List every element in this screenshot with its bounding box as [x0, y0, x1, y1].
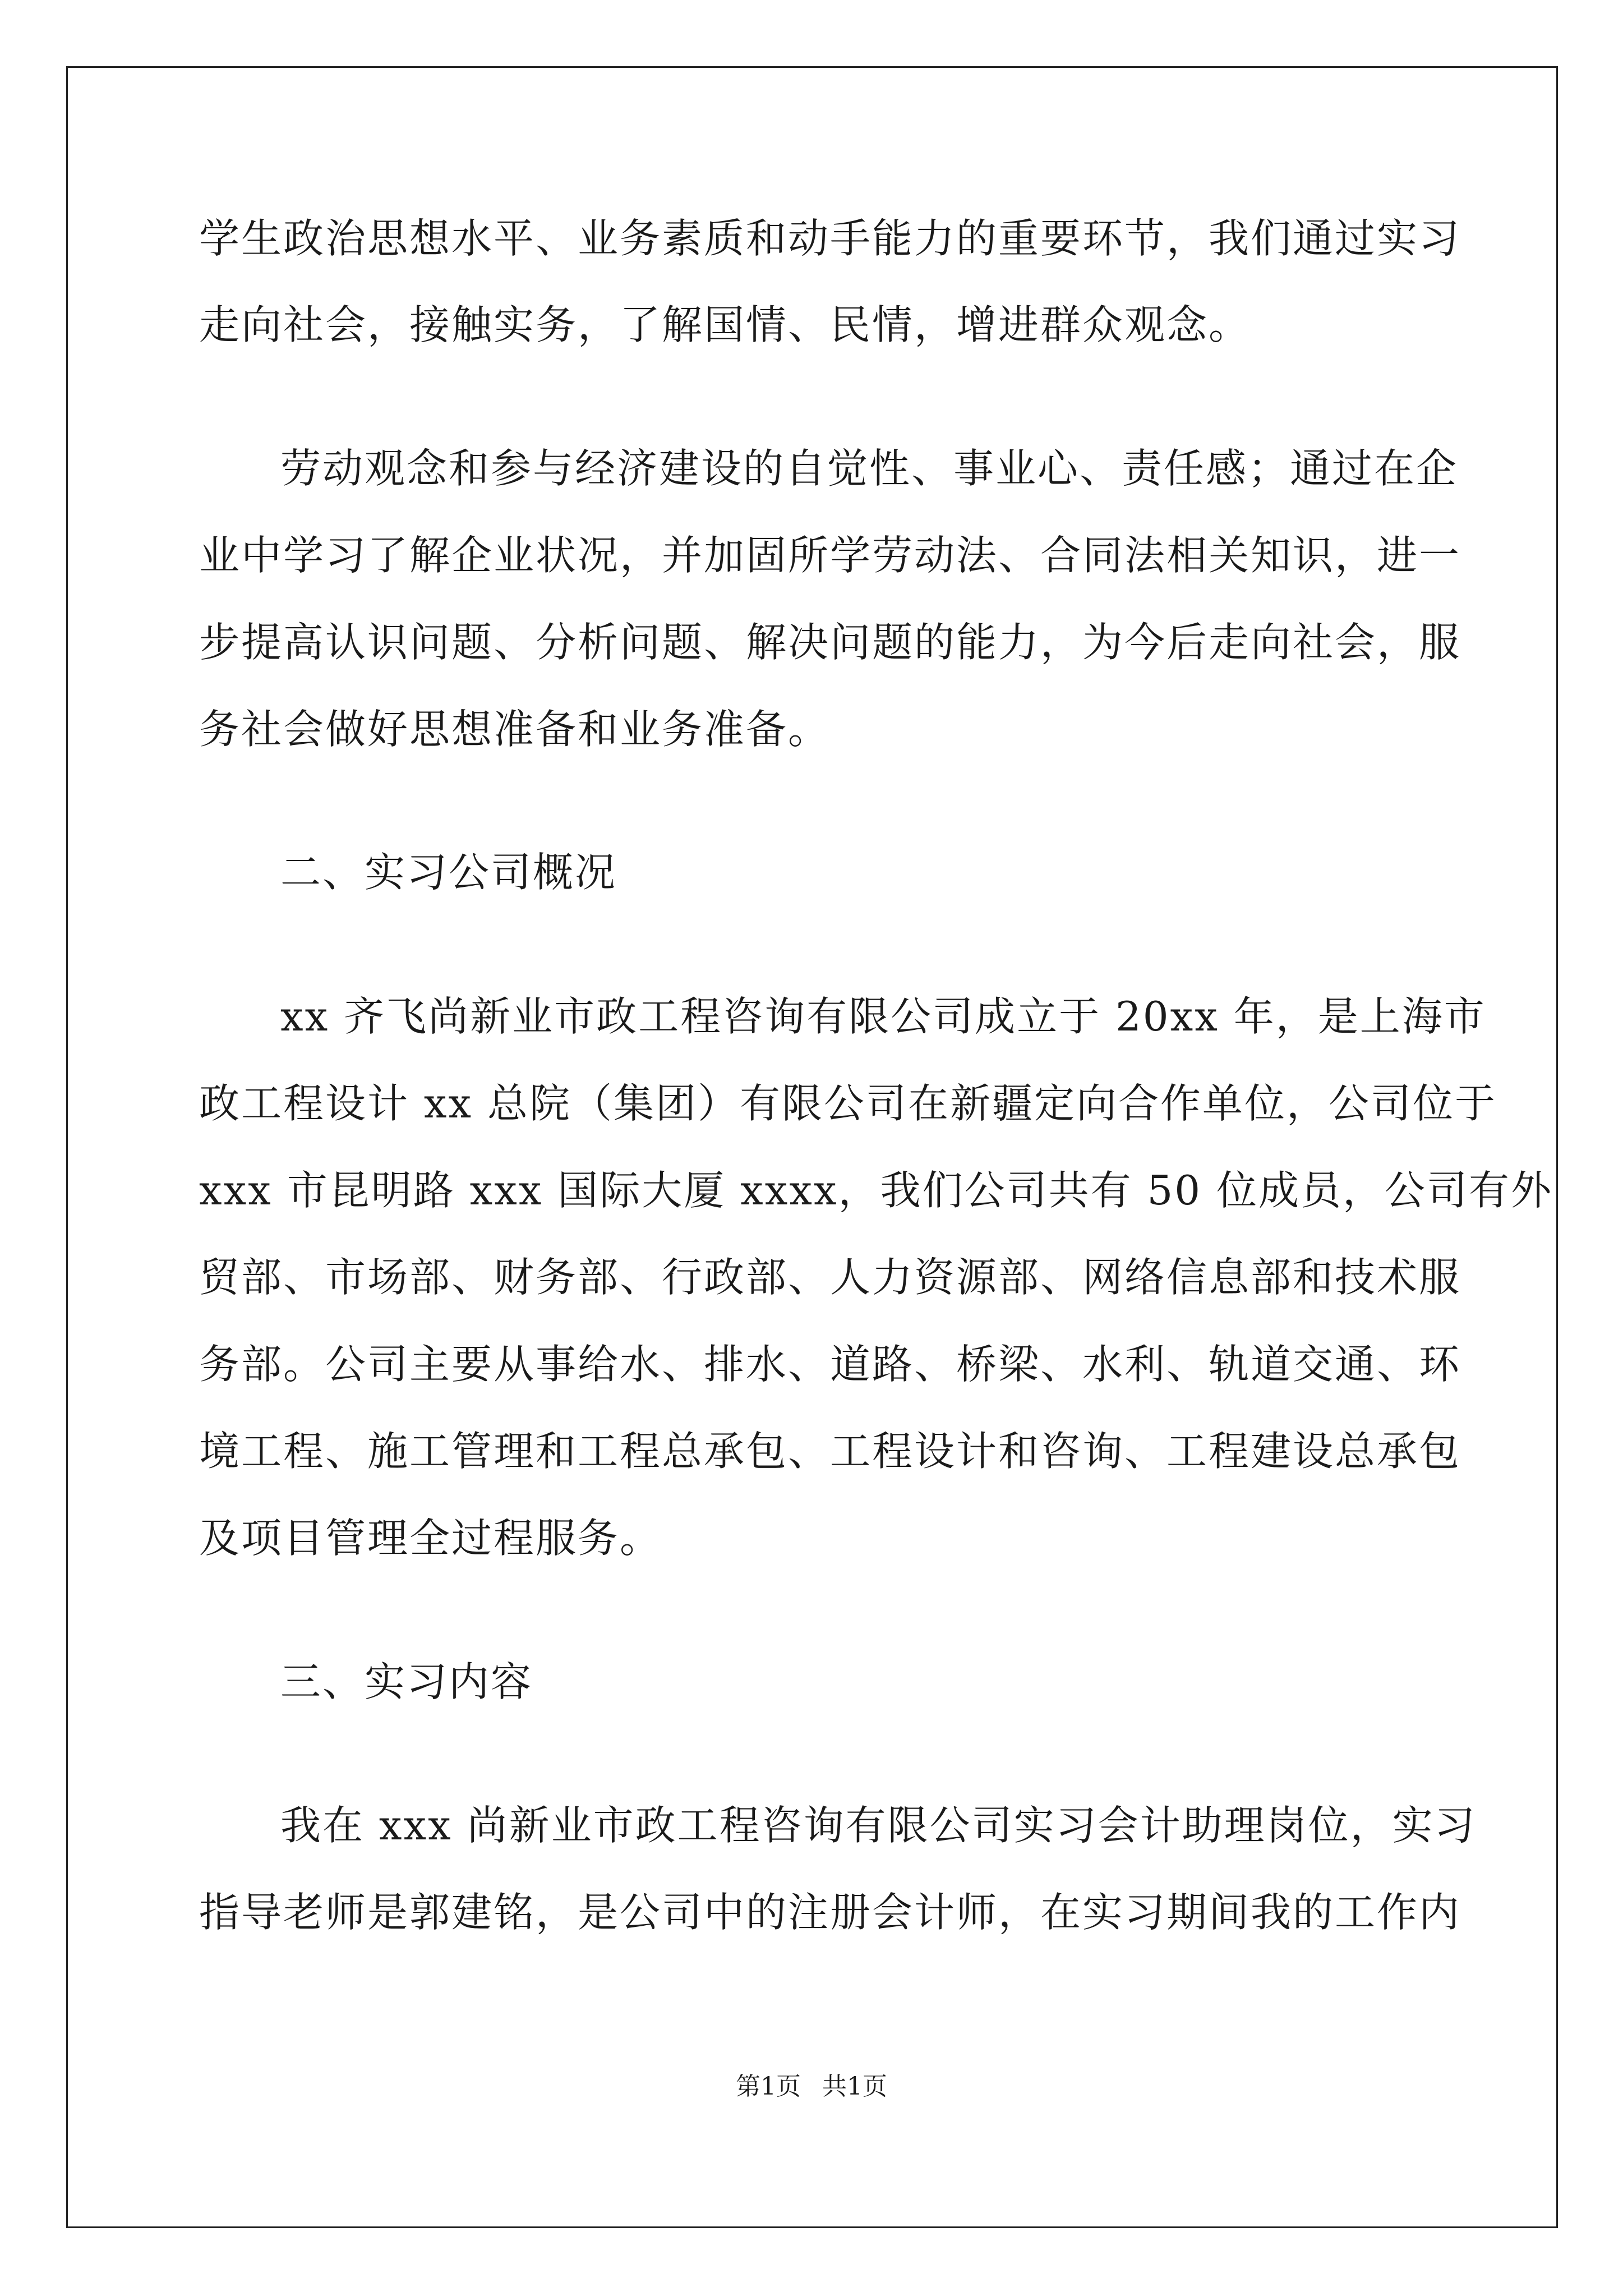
page-number: 第1页 [736, 2072, 801, 2101]
text-line: 政工程设计 xx 总院（集团）有限公司在新疆定向合作单位，公司位于 [199, 1080, 1497, 1127]
text-line: 劳动观念和参与经济建设的自觉性、事业心、责任感；通过在企 [280, 445, 1459, 492]
page-footer [0, 2071, 1623, 2102]
text-line: 指导老师是郭建铭，是公司中的注册会计师，在实习期间我的工作内 [199, 1889, 1461, 1936]
text-line: xxx 市昆明路 xxx 国际大厦 xxxx，我们公司共有 50 位成员，公司有外 [199, 1167, 1553, 1214]
text-line: 走向社会，接触实务，了解国情、民情，增进群众观念。 [199, 301, 1251, 348]
text-line: 学生政治思想水平、业务素质和动手能力的重要环节，我们通过实习 [199, 215, 1461, 262]
text-line: xx 齐飞尚新业市政工程咨询有限公司成立于 20xx 年，是上海市 [280, 993, 1486, 1040]
section-heading: 三、实习内容 [280, 1658, 533, 1705]
page-total: 共1页 [822, 2072, 887, 2101]
text-line: 贸部、市场部、财务部、行政部、人力资源部、网络信息部和技术服 [199, 1254, 1461, 1301]
text-line: 务部。公司主要从事给水、排水、道路、桥梁、水利、轨道交通、环 [199, 1341, 1461, 1388]
text-line: 步提高认识问题、分析问题、解决问题的能力，为今后走向社会，服 [199, 619, 1461, 666]
text-line: 业中学习了解企业状况，并加固所学劳动法、合同法相关知识，进一 [199, 532, 1461, 579]
text-line: 务社会做好思想准备和业务准备。 [199, 706, 831, 753]
text-line: 我在 xxx 尚新业市政工程咨询有限公司实习会计助理岗位，实习 [280, 1802, 1477, 1849]
section-heading: 二、实习公司概况 [280, 849, 617, 896]
text-line: 境工程、施工管理和工程总承包、工程设计和咨询、工程建设总承包 [199, 1428, 1461, 1475]
text-line: 及项目管理全过程服务。 [199, 1515, 662, 1562]
